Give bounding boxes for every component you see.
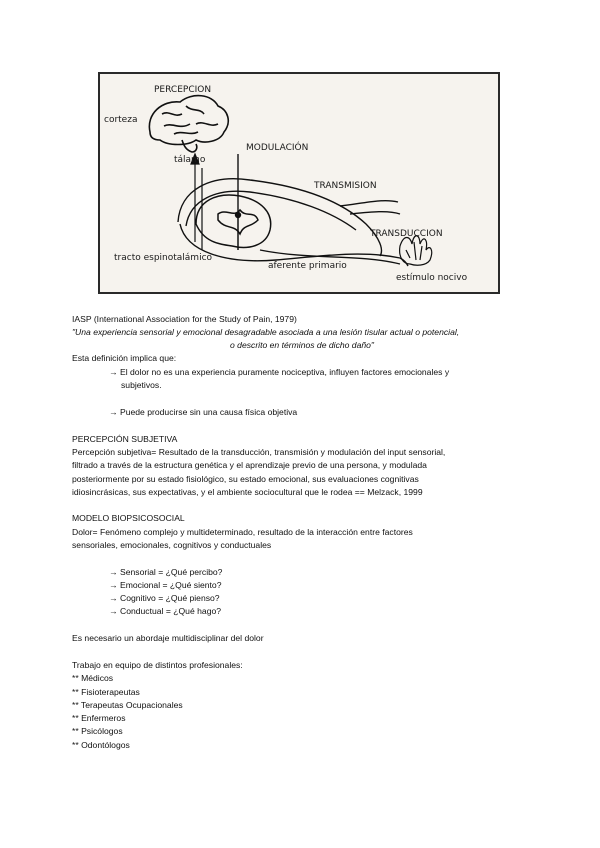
- equipo-item: ** Fisioterapeutas: [72, 687, 140, 697]
- modelo-heading: MODELO BIOPSICOSOCIAL: [72, 513, 185, 523]
- label-modulacion: MODULACIÓN: [246, 143, 309, 153]
- modelo-line1: Dolor= Fenómeno complejo y multideterminado, resultado de la interacción entre factores: [72, 527, 413, 537]
- iasp-point1-line1: → El dolor no es una experiencia puramente nociceptiva, influyen factores emocionales y: [109, 367, 450, 377]
- equipo-item: ** Psicólogos: [72, 726, 123, 736]
- label-corteza: corteza: [104, 115, 138, 125]
- label-percepcion: PERCEPCION: [154, 85, 212, 95]
- modelo-multidisciplinar: Es necesario un abordaje multidisciplinar del dolor: [72, 633, 264, 643]
- modelo-item: → Conductual = ¿Qué hago?: [109, 606, 222, 616]
- label-tracto: tracto espinotalámico: [114, 253, 213, 263]
- pain-pathway-diagram: [100, 74, 498, 292]
- modelo-line2: sensoriales, emocionales, cognitivos y conductuales: [72, 540, 272, 550]
- percepcion-line: idiosincrásicas, sus expectativas, y el ambiente sociocultural que le rodea == Melzack, 1999: [72, 487, 423, 497]
- equipo-item: ** Enfermeros: [72, 713, 126, 723]
- modulation-pathway: [236, 154, 241, 218]
- equipo-heading: Trabajo en equipo de distintos profesionales:: [72, 660, 243, 670]
- label-aferente: aferente primario: [268, 261, 347, 271]
- nerve-loop: [178, 179, 408, 266]
- iasp-point1-line2: subjetivos.: [121, 380, 162, 390]
- iasp-heading: IASP (International Association for the Study of Pain, 1979): [72, 314, 297, 324]
- iasp-point2: → Puede producirse sin una causa física objetiva: [109, 407, 298, 417]
- iasp-quote-line2: o descrito en términos de dicho daño": [230, 340, 374, 350]
- pain-pathway-figure: [98, 72, 500, 294]
- modelo-item: → Cognitivo = ¿Qué pienso?: [109, 593, 220, 603]
- percepcion-line: Percepción subjetiva= Resultado de la transducción, transmisión y modulación del input sensorial,: [72, 447, 446, 457]
- modelo-item: → Emocional = ¿Qué siento?: [109, 580, 222, 590]
- label-estimulo: estímulo nocivo: [396, 273, 468, 283]
- equipo-item: ** Médicos: [72, 673, 114, 683]
- equipo-item: ** Odontólogos: [72, 740, 130, 750]
- label-transmision: TRANSMISION: [314, 181, 377, 191]
- brain-icon: [149, 96, 228, 152]
- spinal-cord-icon: [196, 195, 271, 250]
- iasp-quote-line1: "Una experiencia sensorial y emocional desagradable asociada a una lesión tisular actual o potencial,: [72, 327, 460, 337]
- modelo-item: → Sensorial = ¿Qué percibo?: [109, 567, 223, 577]
- label-transduccion: TRANSDUCCION: [370, 229, 443, 239]
- percepcion-heading: PERCEPCIÓN SUBJETIVA: [72, 434, 178, 444]
- equipo-item: ** Terapeutas Ocupacionales: [72, 700, 183, 710]
- iasp-implies: Esta definición implica que:: [72, 353, 177, 363]
- label-talamo: tálamo: [174, 155, 206, 165]
- percepcion-line: filtrado a través de la estructura genética y el aprendizaje previo de una persona, y modulada: [72, 460, 427, 470]
- percepcion-line: posteriormente por su estado fisiológico, su estado emocional, sus evaluaciones cognitivas: [72, 474, 419, 484]
